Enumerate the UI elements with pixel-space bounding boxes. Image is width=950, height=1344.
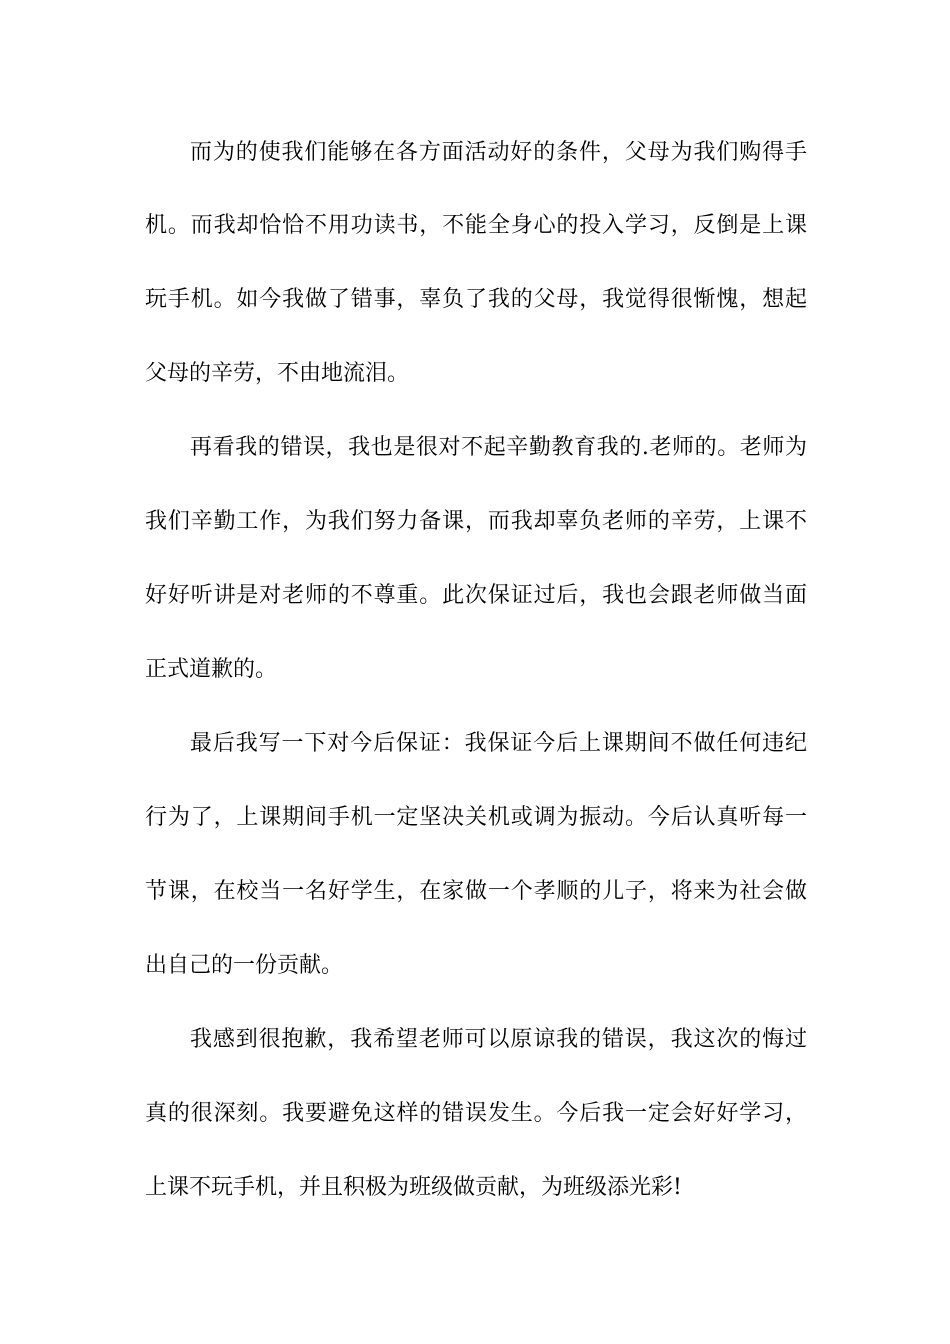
paragraph-3-line-1: 最后我写一下对今后保证：我保证今后上课期间不做任何违纪 — [190, 731, 807, 756]
paragraph-4-line-3: 上课不玩手机，并且积极为班级做贡献，为班级添光彩! — [145, 1175, 682, 1200]
paragraph-2-line-4: 正式道歉的。 — [145, 657, 278, 682]
paragraph-1-line-2: 机。而我却恰恰不用功读书，不能全身心的投入学习，反倒是上课 — [145, 213, 807, 238]
paragraph-2-line-2: 我们辛勤工作，为我们努力备课，而我却辜负老师的辛劳，上课不 — [145, 509, 807, 534]
paragraph-1-line-3: 玩手机。如今我做了错事，辜负了我的父母，我觉得很惭愧，想起 — [145, 287, 807, 312]
paragraph-1-line-4: 父母的辛劳，不由地流泪。 — [145, 361, 410, 386]
paragraph-4-line-1: 我感到很抱歉，我希望老师可以原谅我的错误，我这次的悔过 — [190, 1027, 807, 1052]
paragraph-3-line-4: 出自己的一份贡献。 — [145, 953, 344, 978]
paragraph-2-line-3: 好好听讲是对老师的不尊重。此次保证过后，我也会跟老师做当面 — [145, 583, 807, 608]
paragraph-3-line-3: 节课，在校当一名好学生，在家做一个孝顺的儿子，将来为社会做 — [145, 879, 807, 904]
paragraph-4-line-2: 真的很深刻。我要避免这样的错误发生。今后我一定会好好学习， — [145, 1101, 807, 1126]
paragraph-1-line-1: 而为的使我们能够在各方面活动好的条件，父母为我们购得手 — [190, 140, 807, 165]
paragraph-3-line-2: 行为了，上课期间手机一定坚决关机或调为振动。今后认真听每一 — [145, 805, 807, 830]
paragraph-2-line-1: 再看我的错误，我也是很对不起辛勤教育我的.老师的。老师为 — [190, 435, 807, 460]
